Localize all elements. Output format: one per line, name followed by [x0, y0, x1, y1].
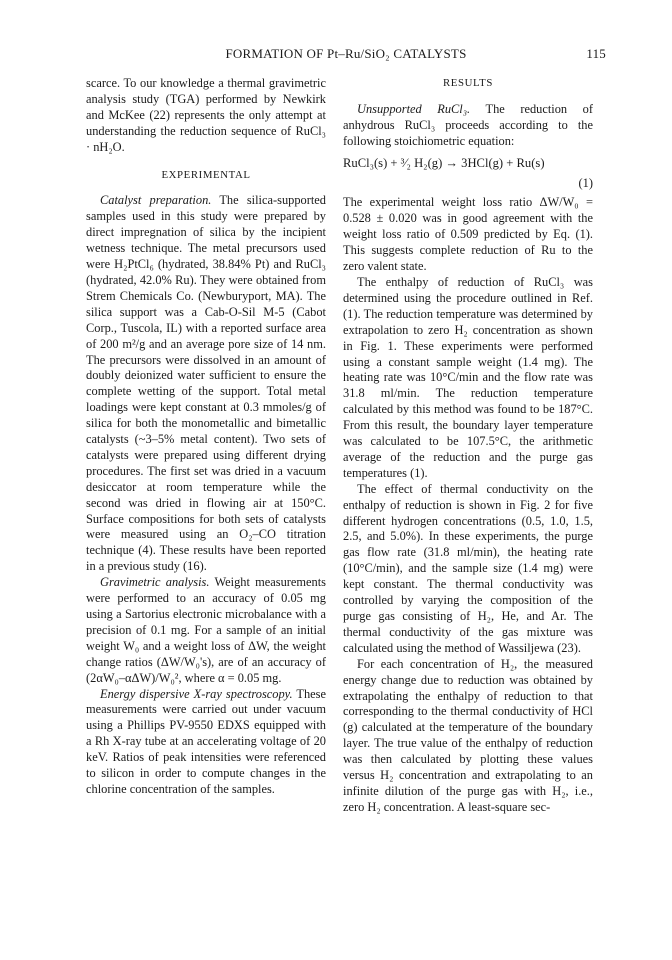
unsupported-rucl3-paragraph	[343, 102, 593, 150]
experimental-heading: EXPERIMENTAL	[161, 168, 251, 181]
edx-paragraph	[86, 687, 326, 798]
left-column	[86, 76, 326, 798]
right-column	[343, 76, 593, 816]
unsupported-rucl3-title: Unsupported RuCl₃.	[357, 101, 471, 116]
catalyst-preparation-paragraph	[86, 193, 326, 575]
gravimetric-analysis-paragraph	[86, 575, 326, 686]
page-number: 115	[586, 46, 606, 61]
thermal-conductivity-paragraph: The effect of thermal conductivity on the enthalpy of reduction is shown in Fig. 2 for five different hydrogen concentrations (0.5, 1.0, 1.5, 2.5, and 5.0%). In these experiments, the purge gas flow rate (31.8 ml/min), the heating rate (10°C/min), and the sample size (1.4 mg) were kept constant. The thermal conductivity was controlled by varying the composition of the purge gas consisting of H₂, He, and Ar. The thermal conductivity of the gas mixture was calculated using the method of Wassiljewa (23).	[343, 481, 593, 655]
results-heading: RESULTS	[442, 77, 493, 89]
running-head	[86, 46, 606, 66]
reduction-equation: RuCl₃(s) + ³⁄₂ H₂(g) → 3HCl(g) + Ru(s)	[343, 155, 545, 170]
catalyst-preparation-text: The silica-supported samples used in this study were prepared by direct impregnation of silica by the incipient wetness technique. The metal precursors used were H₂PtCl₆ (hydrated, 38.84% Pt) and RuCl₃ (hydrated, 42.0% Ru). They were obtained from Strem Chemicals Co. (Newburyport, MA). The silica support was a Cab-O-Sil M-5 (Cabot Corp., Tuscola, IL) with a reported surface area of 200 m²/g and an average pore size of 14 nm. The precursors were dissolved in an amount of doubly deionized water sufficient to ensure the complete wetting of the support. Total metal loadings were kept constant at 0.3 mmoles/g of silica for both the monometallic and bimetallic catalysts (~3–5% metal content). Two sets of catalysts were prepared using different drying procedures. The first set was dried in a vacuum desiccator at room temperature while the second was dried in flowing air at 150°C. Surface compositions for both sets of catalysts were measured using an O₂–CO titration technique (4). These results have been reported in a previous study (16).	[86, 193, 326, 574]
running-title: FORMATION OF Pt–Ru/SiO₂ CATALYSTS	[225, 46, 467, 61]
h2-concentration-paragraph: For each concentration of H₂, the measured energy change due to reduction was obtained by extrapolating the enthalpy of reduction to that corresponding to the thermal conductivity of HCl (g) calculated at the temperature of the boundary layer. The true value of the enthalpy of reduction was then calculated by plotting these values versus H₂ concentration and extrapolating to an infinite dilution of the purge gas with H₂, i.e., zero H₂ concentration. A least-square sec-	[343, 656, 593, 814]
catalyst-preparation-title: Catalyst preparation.	[100, 193, 212, 208]
weight-loss-paragraph: The experimental weight loss ratio ΔW/W₀ = 0.528 ± 0.020 was in good agreement with the weight loss ratio of 0.509 predicted by Eq. (1). This suggests complete reduction of Ru to the zero valent state.	[343, 195, 593, 274]
gravimetric-analysis-title: Gravimetric analysis.	[100, 575, 210, 590]
edx-title: Energy dispersive X-ray spectroscopy.	[100, 686, 293, 701]
equation-number: (1)	[578, 175, 593, 190]
intro-paragraph-end: scarce. To our knowledge a thermal gravimetric analysis study (TGA) performed by Newkirk and McKee (22) represents the only attempt at understanding the reduction sequence of RuCl₃ · nH₂O.	[86, 76, 326, 154]
gravimetric-analysis-text: Weight measurements were performed to an accuracy of 0.05 mg using a Sartorius electronic microbalance with a precision of 0.1 mg. For a sample of an initial weight W₀ and a weight loss of ΔW, the weight change ratios (ΔW/W₀'s), are of an accuracy of (2αW₀–αΔW)/W₀², where α = 0.05 mg.	[86, 575, 327, 685]
edx-text: These measurements were carried out under vacuum using a Phillips PV-9550 EDXS equipped with a Rh X-ray tube at an accelerating voltage of 20 keV. Ratios of peak intensities were referenced to silicon in order to compute changes in the chlorine concentration of the samples.	[86, 686, 326, 796]
unsupported-rucl3-text: The reduction of anhydrous RuCl₃ proceeds according to the following stoichiometric equation:	[343, 101, 593, 148]
enthalpy-paragraph: The enthalpy of reduction of RuCl₃ was determined using the procedure outlined in Ref. (1). The reduction temperature was determined by extrapolation to zero H₂ concentration as shown in Fig. 1. These experiments were performed using a constant sample weight (1.4 mg). The heating rate was 10°C/min and the flow rate was 31.8 ml/min. The reduction temperature calculated by this method was found to be 187°C. From this result, the boundary layer temperature was calculated to be 107.5°C, the arithmetic average of the reduction and the purge gas temperatures (1).	[343, 274, 593, 480]
